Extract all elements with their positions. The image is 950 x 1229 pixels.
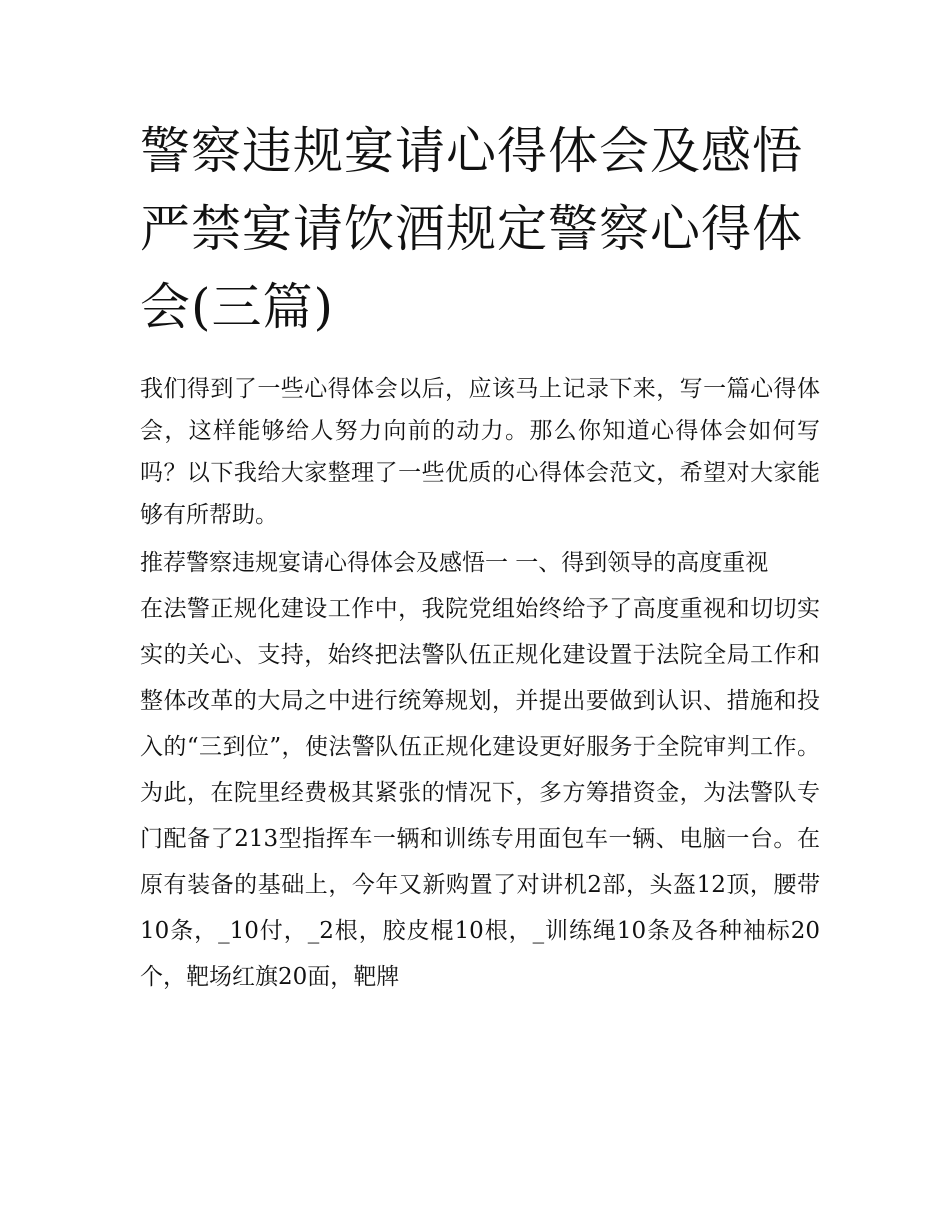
document-body	[140, 112, 820, 1002]
intro-paragraph: 我们得到了一些心得体会以后，应该马上记录下来，写一篇心得体会，这样能够给人努力向前的动力。那么你知道心得体会如何写吗？以下我给大家整理了一些优质的心得体会范文，希望对大家能够有所帮助。	[140, 376, 820, 528]
document-title: 警察违规宴请心得体会及感悟严禁宴请饮酒规定警察心得体会(三篇)	[140, 122, 803, 336]
section-heading: 推荐警察违规宴请心得体会及感悟一 一、得到领导的高度重视	[140, 550, 769, 576]
body-paragraph: 在法警正规化建设工作中，我院党组始终给予了高度重视和切切实实的关心、支持，始终把法警队伍正规化建设置于法院全局工作和整体改革的大局之中进行统筹规划，并提出要做到认识、措施和投入的“三到位”，使法警队伍正规化建设更好服务于全院审判工作。为此，在院里经费极其紧张的情况下，多方筹措资金，为法警队专门配备了213型指挥车一辆和训练专用面包车一辆、电脑一台。在原有装备的基础上，今年又新购置了对讲机2部，头盔12顶，腰带10条，_10付，_2根，胶皮棍10根，_训练绳10条及各种袖标20个，靶场红旗20面，靶牌	[140, 596, 820, 990]
